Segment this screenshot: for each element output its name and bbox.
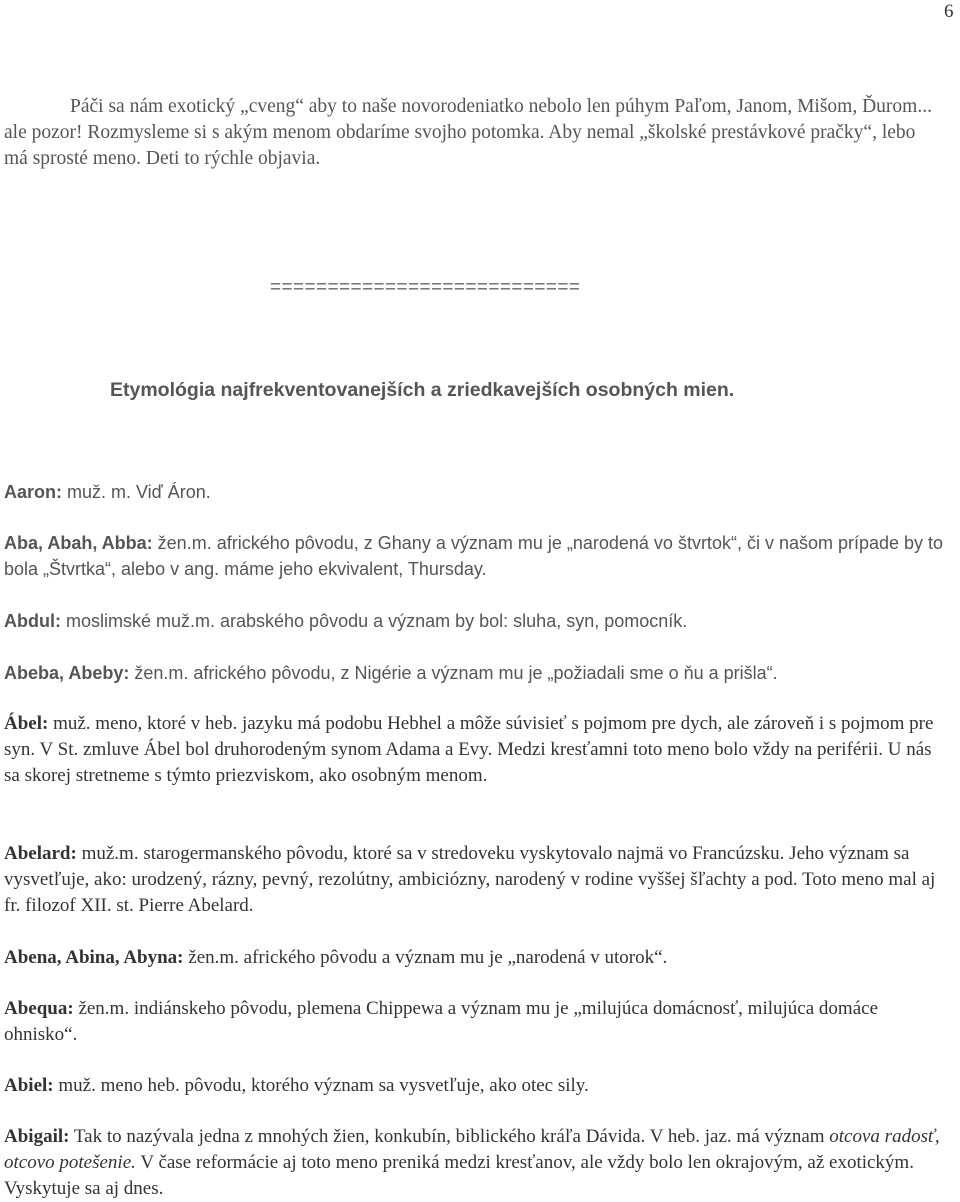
entry-text: žen.m. afrického pôvodu, z Ghany a význam mu je „narodená vo štvrtok“, či v našom prípade by to bola „Štvrtka“, alebo v ang. máme jeho ekvivalent, Thursday. <box>4 533 944 579</box>
entry-term: Abdul: <box>4 611 61 631</box>
entry-abelard <box>4 841 949 919</box>
entry-text-before: Tak to nazývala jedna z mnohých žien, konkubín, biblického kráľa Dávida. V heb. jaz. má význam <box>69 1126 830 1147</box>
entry-term: Abequa: <box>4 998 74 1019</box>
entry-aba <box>4 530 949 582</box>
entry-text-italic: otcova radosť, otcovo potešenie. <box>4 1126 940 1173</box>
entry-term: Abiel: <box>4 1075 54 1096</box>
entry-text: žen.m. indiánskeho pôvodu, plemena Chippewa a význam mu je „milujúca domácnosť, milujúca domáce ohnisko“. <box>4 998 878 1045</box>
entry-term: Abena, Abina, Abyna: <box>4 947 184 968</box>
entry-term: Abigail: <box>4 1126 70 1147</box>
entry-text: žen.m. afrického pôvodu, z Nigérie a význam mu je „požiadali sme o ňu a prišla“. <box>129 663 778 683</box>
entry-text: moslimské muž.m. arabského pôvodu a význam by bol: sluha, syn, pomocník. <box>60 611 688 631</box>
entry-aaron <box>4 479 949 505</box>
entry-text: muž. m. Viď Áron. <box>62 482 211 502</box>
intro-paragraph <box>4 94 944 172</box>
entry-abequa <box>4 996 949 1048</box>
entry-text-after: V čase reformácie aj toto meno preniká medzi kresťanov, ale vždy bolo len okrajovým, až exotickým. Vyskytuje sa aj dnes. <box>4 1152 914 1199</box>
entry-abeba <box>4 660 949 686</box>
entry-text: žen.m. afrického pôvodu a význam mu je „narodená v utorok“. <box>183 947 668 968</box>
entry-term: Abeba, Abeby: <box>4 663 130 683</box>
entry-abena <box>4 945 949 971</box>
entry-abdul <box>4 608 949 634</box>
entry-term: Ábel: <box>4 713 49 734</box>
entry-abiel <box>4 1073 949 1099</box>
entry-abel <box>4 711 949 789</box>
entry-text: muž. meno heb. pôvodu, ktorého význam sa vysvetľuje, ako otec sily. <box>53 1075 589 1096</box>
entry-text: muž. meno, ktoré v heb. jazyku má podobu Hebhel a môže súvisieť s pojmom pre dych, ale zároveň i s pojmom pre syn. V St. zmluve Ábel bol druhorodeným synom Adama a Evy. Medzi kresťamni toto meno bolo vždy na periférii. U nás sa skorej stretneme s týmto priezviskom, ako osobným menom. <box>4 713 934 786</box>
page-number: 6 <box>944 1 954 22</box>
separator-line: =========================== <box>270 277 581 298</box>
intro-text: Páči sa nám exotický „cveng“ aby to naše novorodeniatko nebolo len púhym Paľom, Janom, Mišom, Ďurom... ale pozor! Rozmysleme si s akým menom obdaríme svojho potomka. Aby nemal „školské prestávkové pračky“, lebo má sprosté meno. Deti to rýchle objavia. <box>4 96 932 169</box>
entry-term: Aaron: <box>4 482 62 502</box>
entry-text: muž.m. starogermanského pôvodu, ktoré sa v stredoveku vyskytovalo najmä vo Francúzsku. Jeho význam sa vysvetľuje, ako: urodzený, rázny, pevný, rezolútny, ambiciózny, narodený v rodine vyššej šľachty a pod. Toto meno mal aj fr. filozof XII. st. Pierre Abelard. <box>4 843 936 916</box>
entry-term: Aba, Abah, Abba: <box>4 533 153 553</box>
entry-abigail <box>4 1124 949 1202</box>
entry-term: Abelard: <box>4 843 77 864</box>
section-heading: Etymológia najfrekventovanejších a zriedkavejších osobných mien. <box>110 379 735 401</box>
